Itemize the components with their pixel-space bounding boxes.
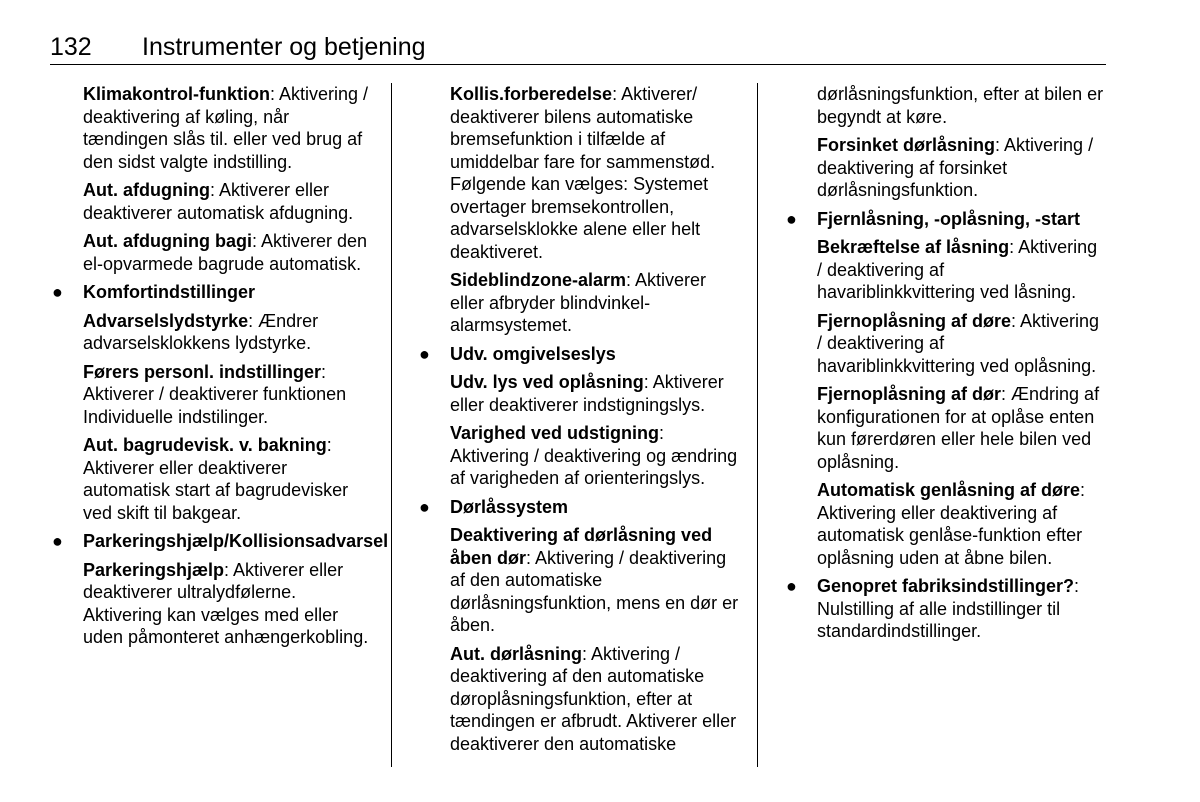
setting-description: : Aktiverer eller deaktiverer ultralydfølerne. Aktivering kan vælges med eller uden påmonteret anhængerkobling. bbox=[83, 559, 369, 647]
column-1 bbox=[50, 83, 389, 655]
setting-description: : Aktivering / deaktivering af havariblinkkvittering ved låsning. bbox=[817, 237, 1098, 302]
page-title: Instrumenter og betjening bbox=[142, 33, 426, 61]
page-header bbox=[50, 32, 1106, 65]
bullet-icon: ● bbox=[419, 496, 430, 517]
setting-entry bbox=[50, 434, 370, 524]
column-divider bbox=[757, 83, 758, 767]
setting-description: : Aktivering / deaktivering af den automatiske døroplåsningsfunktion, efter at tændingen er afbrudt. Aktiverer eller deaktiverer den automatiske bbox=[450, 643, 737, 754]
page-number: 132 bbox=[50, 33, 92, 61]
setting-description: : Aktivering eller deaktivering af automatisk genlåse-funktion efter oplåsning uden at åbne bilen. bbox=[817, 480, 1086, 568]
setting-entry bbox=[417, 269, 742, 337]
setting-description: : Aktivering / deaktivering af havariblinkkvittering ved oplåsning. bbox=[817, 310, 1100, 376]
setting-term: Fjernoplåsning af dør bbox=[817, 384, 1002, 404]
setting-entry bbox=[417, 83, 742, 263]
bullet-label: Komfortindstillinger bbox=[83, 282, 255, 302]
setting-description: : Nulstilling af alle indstillinger til standardindstillinger. bbox=[817, 576, 1080, 641]
column-divider bbox=[391, 83, 392, 767]
setting-term: Forsinket dørlåsning bbox=[817, 135, 996, 155]
setting-description: : Aktiverer / deaktiverer funktionen Individuelle indstilinger. bbox=[83, 361, 347, 427]
setting-description: : Aktivering / deaktivering af den automatiske dørlåsningsfunktion, mens en dør er åben. bbox=[450, 547, 739, 635]
setting-term: Klimakontrol-funktion bbox=[83, 84, 270, 104]
bullet-icon: ● bbox=[419, 343, 430, 364]
setting-term: Fjernoplåsning af døre bbox=[817, 310, 1012, 331]
bullet-label: Udv. omgivelseslys bbox=[450, 343, 616, 364]
setting-description: : Ændring af konfigurationen for at oplåse enten kun førerdøren eller hele bilen ved oplåsning. bbox=[817, 384, 1100, 472]
setting-entry bbox=[784, 383, 1104, 473]
setting-entry bbox=[417, 524, 742, 637]
setting-term: Aut. afdugning bbox=[83, 180, 210, 200]
setting-description: : Aktiverer eller deaktiverer automatisk afdugning. bbox=[83, 180, 354, 223]
bullet-icon: ● bbox=[786, 208, 797, 229]
setting-description: : Aktivering / deaktivering af køling, når tændingen slås til. eller ved brug af den sidst valgte indstilling. bbox=[83, 84, 369, 172]
setting-term: Bekræftelse af låsning bbox=[817, 237, 1010, 257]
setting-term: Advarselslydstyrke bbox=[83, 310, 249, 331]
setting-term: Sideblindzone-alarm bbox=[450, 270, 627, 290]
setting-term: Deaktivering af dørlåsning ved åben dør bbox=[450, 525, 713, 568]
setting-description: : Aktiverer/ deaktiverer bilens automatiske bremsefunktion i tilfælde af umiddelbar fare for sammenstød. Følgende kan vælges: Systemet overtager bremsekontrollen, advarselsklokke alene eller helt deaktiveret. bbox=[450, 84, 716, 262]
bullet-heading bbox=[784, 208, 1104, 231]
bullet-heading bbox=[417, 343, 742, 366]
setting-entry bbox=[784, 236, 1104, 304]
setting-term: Aut. dørlåsning bbox=[450, 643, 582, 664]
setting-description: : Aktiverer den el-opvarmede bagrude automatisk. bbox=[83, 231, 368, 274]
setting-description: : Aktiverer eller deaktiverer indstigningslys. bbox=[450, 372, 724, 415]
setting-term: Parkeringshjælp bbox=[83, 559, 225, 580]
setting-entry bbox=[784, 310, 1104, 378]
setting-entry bbox=[417, 422, 742, 490]
setting-entry bbox=[50, 559, 370, 649]
bullet-icon: ● bbox=[786, 576, 797, 596]
setting-entry bbox=[417, 371, 742, 416]
setting-term: Automatisk genlåsning af døre bbox=[817, 480, 1081, 500]
setting-entry bbox=[50, 361, 370, 429]
setting-entry bbox=[417, 643, 742, 756]
setting-entry bbox=[50, 310, 370, 355]
setting-term: Udv. lys ved oplåsning bbox=[450, 372, 644, 392]
setting-description: : Ændrer advarselsklokkens lydstyrke. bbox=[83, 310, 319, 353]
setting-term: Genopret fabriksindstillinger? bbox=[817, 576, 1075, 596]
setting-description: : Aktivering / deaktivering og ændring af varigheden af orienteringslys. bbox=[450, 423, 738, 488]
setting-term: Førers personl. indstillinger bbox=[83, 361, 322, 382]
bullet-label: Dørlåssystem bbox=[450, 496, 569, 517]
bullet-heading bbox=[417, 496, 742, 519]
setting-entry bbox=[50, 230, 370, 275]
bullet-heading bbox=[50, 530, 389, 553]
column-2 bbox=[417, 83, 742, 761]
setting-term: Kollis.forberedelse bbox=[450, 84, 613, 104]
bullet-icon: ● bbox=[52, 531, 63, 551]
bullet-heading bbox=[50, 281, 370, 304]
setting-description: : Aktiverer eller afbryder blindvinkel-alarmsystemet. bbox=[450, 270, 707, 335]
setting-entry bbox=[50, 83, 370, 173]
setting-description: : Aktiverer eller deaktiverer automatisk start af bagrudevisker ved skift til bakgear. bbox=[83, 435, 349, 523]
bullet-label: Fjernlåsning, -oplåsning, -start bbox=[817, 208, 1081, 229]
setting-term: Aut. bagrudevisk. v. bakning bbox=[83, 435, 327, 455]
bullet-label: Parkeringshjælp/Kollisionsadvarsel bbox=[83, 531, 389, 551]
setting-term: Varighed ved udstigning bbox=[450, 423, 660, 443]
setting-entry bbox=[784, 134, 1104, 202]
bullet-icon: ● bbox=[52, 282, 63, 302]
paragraph: dørlåsningsfunktion, efter at bilen er begyndt at køre. bbox=[817, 84, 1104, 127]
column-3 bbox=[784, 83, 1104, 649]
setting-entry bbox=[50, 179, 370, 224]
bullet-entry bbox=[784, 575, 1104, 643]
setting-entry bbox=[784, 479, 1104, 569]
setting-description: : Aktivering / deaktivering af forsinket dørlåsningsfunktion. bbox=[817, 135, 1094, 200]
setting-term: Aut. afdugning bagi bbox=[83, 231, 252, 251]
